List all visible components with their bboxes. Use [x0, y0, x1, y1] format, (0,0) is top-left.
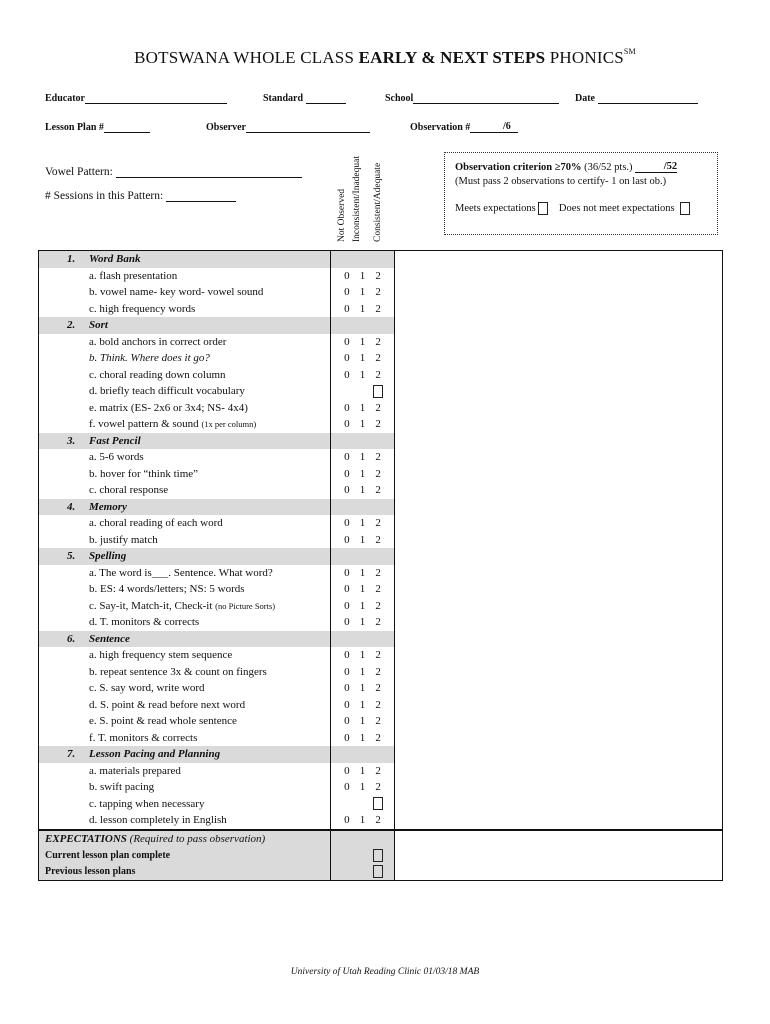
comment-cell[interactable] — [395, 730, 723, 747]
score-option[interactable]: 0 — [344, 484, 350, 497]
score-option[interactable]: 0 — [344, 335, 350, 348]
score-cell — [331, 730, 395, 747]
score-option[interactable]: 2 — [375, 335, 381, 348]
item-row — [39, 779, 723, 796]
score-option[interactable]: 2 — [375, 517, 381, 530]
comment-cell[interactable] — [395, 482, 723, 499]
score-cell — [331, 482, 395, 499]
criterion-score[interactable]: /52 — [635, 161, 677, 173]
score-cell — [331, 515, 395, 532]
expectation-checkbox[interactable] — [373, 849, 383, 862]
observation-number-field[interactable]: Observation # /6 — [410, 121, 518, 133]
score-option[interactable]: 1 — [359, 781, 366, 794]
score-option[interactable]: 1 — [359, 731, 366, 744]
score-option[interactable]: 2 — [375, 682, 381, 695]
score-option[interactable]: 1 — [359, 616, 366, 629]
score-option[interactable]: 2 — [375, 533, 381, 546]
score-option[interactable]: 0 — [344, 698, 350, 711]
item-label: a. flash presentation — [39, 268, 331, 285]
score-option[interactable]: 1 — [359, 665, 366, 678]
meets-expectations-label: Meets expectations — [455, 202, 536, 214]
item-row — [39, 350, 723, 367]
score-option[interactable]: 0 — [344, 401, 350, 414]
score-option[interactable]: 1 — [359, 566, 366, 579]
section-title: 5. Spelling — [39, 548, 331, 565]
score-cell — [331, 614, 395, 631]
expectation-row — [39, 847, 723, 864]
score-option[interactable]: 0 — [344, 566, 350, 579]
score-option[interactable]: 2 — [375, 484, 381, 497]
expectation-checkbox[interactable] — [373, 865, 383, 878]
page-title: BOTSWANA WHOLE CLASS EARLY & NEXT STEPS PHONICS℠ — [134, 47, 636, 67]
comment-cell[interactable] — [395, 779, 723, 796]
score-option[interactable]: 1 — [359, 484, 366, 497]
comment-cell[interactable] — [395, 763, 723, 780]
section-header-row — [39, 746, 723, 763]
item-row — [39, 301, 723, 318]
score-option[interactable]: 0 — [344, 764, 350, 777]
section-title: 3. Fast Pencil — [39, 433, 331, 450]
score-option[interactable]: 0 — [344, 533, 350, 546]
item-row — [39, 763, 723, 780]
item-label: c. Say-it, Match-it, Check-it (no Picture Sorts) — [39, 598, 331, 615]
item-row — [39, 697, 723, 714]
score-cell — [331, 350, 395, 367]
section-title: 1. Word Bank — [39, 251, 331, 268]
section-title: 2. Sort — [39, 317, 331, 334]
comment-cell[interactable] — [395, 812, 723, 830]
item-label: b. Think. Where does it go? — [39, 350, 331, 367]
score-cell — [331, 581, 395, 598]
score-cell — [331, 598, 395, 615]
score-cell — [331, 680, 395, 697]
item-row — [39, 713, 723, 730]
score-option[interactable]: 2 — [375, 352, 381, 365]
score-option[interactable]: 2 — [375, 764, 381, 777]
item-row — [39, 400, 723, 417]
comment-cell[interactable] — [395, 350, 723, 367]
comment-cell[interactable] — [395, 796, 723, 813]
observation-criterion-box — [444, 152, 718, 235]
score-option[interactable]: 0 — [344, 781, 350, 794]
expectations-header-row — [39, 830, 723, 848]
score-option[interactable]: 0 — [344, 418, 350, 431]
item-checkbox[interactable] — [373, 797, 383, 810]
score-option[interactable]: 0 — [344, 451, 350, 464]
sessions-field[interactable]: # Sessions in this Pattern: — [45, 190, 236, 202]
item-row — [39, 730, 723, 747]
school-field[interactable]: School — [385, 92, 559, 104]
section-header-row — [39, 317, 723, 334]
section-header-row — [39, 548, 723, 565]
item-label: c. high frequency words — [39, 301, 331, 318]
score-cell — [331, 416, 395, 433]
section-header-row — [39, 251, 723, 268]
score-cell — [331, 763, 395, 780]
score-option[interactable]: 1 — [359, 698, 366, 711]
criterion-points: (36/52 pts.) — [584, 162, 633, 173]
item-label: b. vowel name- key word- vowel sound — [39, 284, 331, 301]
score-option[interactable]: 2 — [375, 451, 381, 464]
item-row — [39, 268, 723, 285]
item-label: a. choral reading of each word — [39, 515, 331, 532]
score-option[interactable]: 0 — [344, 583, 350, 596]
comment-cell[interactable] — [395, 449, 723, 466]
date-field[interactable]: Date — [575, 92, 698, 104]
comment-cell[interactable] — [395, 515, 723, 532]
item-row — [39, 796, 723, 813]
item-label: a. materials prepared — [39, 763, 331, 780]
item-label: a. 5-6 words — [39, 449, 331, 466]
comment-cell[interactable] — [395, 614, 723, 631]
item-label: b. swift pacing — [39, 779, 331, 796]
criterion-label: Observation criterion ≥70% — [455, 162, 582, 173]
score-option[interactable]: 0 — [344, 302, 350, 315]
score-option[interactable]: 1 — [359, 715, 366, 728]
score-option[interactable]: 2 — [375, 286, 381, 299]
score-option[interactable]: 2 — [375, 616, 381, 629]
item-label: d. lesson completely in English — [39, 812, 331, 830]
item-row — [39, 449, 723, 466]
comment-cell[interactable] — [395, 383, 723, 400]
score-option[interactable]: 1 — [359, 467, 366, 480]
score-cell — [331, 301, 395, 318]
item-row — [39, 664, 723, 681]
score-option[interactable]: 2 — [375, 566, 381, 579]
item-row — [39, 812, 723, 830]
score-option[interactable]: 2 — [375, 698, 381, 711]
comment-cell[interactable] — [395, 334, 723, 351]
item-label: b. repeat sentence 3x & count on fingers — [39, 664, 331, 681]
item-label: f. vowel pattern & sound (1x per column) — [39, 416, 331, 433]
item-label: c. choral response — [39, 482, 331, 499]
score-option[interactable]: 2 — [375, 368, 381, 381]
comment-cell[interactable] — [395, 532, 723, 549]
score-option[interactable]: 1 — [359, 649, 366, 662]
score-option[interactable]: 0 — [344, 715, 350, 728]
item-row — [39, 515, 723, 532]
score-option[interactable]: 2 — [375, 302, 381, 315]
item-row — [39, 581, 723, 598]
item-row — [39, 614, 723, 631]
score-cell — [331, 449, 395, 466]
comment-cell[interactable] — [395, 697, 723, 714]
item-label: b. hover for “think time” — [39, 466, 331, 483]
item-label: d. S. point & read before next word — [39, 697, 331, 714]
expectation-row — [39, 864, 723, 881]
score-option[interactable]: 2 — [375, 665, 381, 678]
comment-cell[interactable] — [395, 565, 723, 582]
score-option[interactable]: 1 — [359, 401, 366, 414]
item-label: a. high frequency stem sequence — [39, 647, 331, 664]
comment-cell[interactable] — [395, 466, 723, 483]
item-row — [39, 383, 723, 400]
score-option[interactable]: 2 — [375, 583, 381, 596]
item-row — [39, 565, 723, 582]
item-row — [39, 598, 723, 615]
item-row — [39, 416, 723, 433]
item-label: f. T. monitors & corrects — [39, 730, 331, 747]
score-option[interactable]: 1 — [359, 599, 366, 612]
criterion-note: (Must pass 2 observations to certify- 1 on last ob.) — [455, 176, 667, 187]
score-cell — [331, 664, 395, 681]
score-option[interactable]: 0 — [344, 682, 350, 695]
item-row — [39, 466, 723, 483]
score-option[interactable]: 0 — [344, 352, 350, 365]
expectation-label: Previous lesson plans — [39, 864, 331, 881]
score-option[interactable]: 1 — [359, 302, 366, 315]
comment-cell[interactable] — [395, 647, 723, 664]
comment-cell[interactable] — [395, 680, 723, 697]
item-label: e. S. point & read whole sentence — [39, 713, 331, 730]
score-option[interactable]: 2 — [375, 814, 381, 827]
score-option[interactable]: 0 — [344, 368, 350, 381]
observation-table — [38, 250, 723, 881]
score-option[interactable]: 0 — [344, 814, 350, 827]
score-option[interactable]: 0 — [344, 467, 350, 480]
score-option[interactable]: 1 — [359, 583, 366, 596]
expectation-label: Current lesson plan complete — [39, 847, 331, 864]
score-option[interactable]: 2 — [375, 418, 381, 431]
item-label: c. S. say word, write word — [39, 680, 331, 697]
score-option[interactable]: 0 — [344, 665, 350, 678]
comment-cell[interactable] — [395, 284, 723, 301]
score-cell — [331, 466, 395, 483]
comment-cell[interactable] — [395, 367, 723, 384]
not-meets-expectations-checkbox[interactable] — [680, 202, 690, 215]
score-option[interactable]: 1 — [359, 814, 366, 827]
score-cell — [331, 565, 395, 582]
item-row — [39, 367, 723, 384]
score-option[interactable]: 0 — [344, 599, 350, 612]
score-option[interactable]: 1 — [359, 682, 366, 695]
meets-expectations-checkbox[interactable] — [538, 202, 548, 215]
observer-field[interactable]: Observer — [206, 121, 370, 133]
score-option[interactable]: 0 — [344, 731, 350, 744]
comment-cell[interactable] — [395, 581, 723, 598]
expectations-title: EXPECTATIONS (Required to pass observation) — [39, 830, 331, 848]
score-option[interactable]: 0 — [344, 286, 350, 299]
score-cell — [331, 268, 395, 285]
item-row — [39, 284, 723, 301]
score-cell — [331, 796, 395, 813]
section-header-row — [39, 433, 723, 450]
score-cell — [331, 812, 395, 830]
score-option[interactable]: 1 — [359, 286, 366, 299]
score-cell — [331, 647, 395, 664]
item-label: a. The word is___. Sentence. What word? — [39, 565, 331, 582]
score-option[interactable]: 2 — [375, 649, 381, 662]
comment-cell[interactable] — [395, 664, 723, 681]
item-label: b. justify match — [39, 532, 331, 549]
item-label: b. ES: 4 words/letters; NS: 5 words — [39, 581, 331, 598]
score-option[interactable]: 0 — [344, 269, 350, 282]
section-header-row — [39, 631, 723, 648]
score-option[interactable]: 1 — [359, 418, 366, 431]
score-option[interactable]: 1 — [359, 368, 366, 381]
score-cell — [331, 697, 395, 714]
score-cell — [331, 532, 395, 549]
standard-field[interactable]: Standard — [263, 92, 346, 104]
section-title: 7. Lesson Pacing and Planning — [39, 746, 331, 763]
score-option[interactable]: 0 — [344, 517, 350, 530]
score-option[interactable]: 2 — [375, 401, 381, 414]
comment-cell[interactable] — [395, 268, 723, 285]
score-cell — [331, 713, 395, 730]
score-option[interactable]: 1 — [359, 517, 366, 530]
score-cell — [331, 779, 395, 796]
educator-field[interactable]: Educator — [45, 92, 227, 104]
footer: University of Utah Reading Clinic 01/03/18 MAB — [290, 967, 480, 977]
score-option[interactable]: 0 — [344, 649, 350, 662]
comment-cell[interactable] — [395, 713, 723, 730]
comment-cell[interactable] — [395, 416, 723, 433]
column-consistent: Consistent/Adequate — [373, 162, 383, 242]
section-title: 6. Sentence — [39, 631, 331, 648]
item-row — [39, 532, 723, 549]
comment-cell[interactable] — [395, 301, 723, 318]
score-option[interactable]: 1 — [359, 764, 366, 777]
item-row — [39, 334, 723, 351]
score-option[interactable]: 2 — [375, 599, 381, 612]
score-cell — [331, 383, 395, 400]
score-cell — [331, 367, 395, 384]
item-row — [39, 680, 723, 697]
lesson-plan-field[interactable]: Lesson Plan # — [45, 121, 150, 133]
item-label: d. briefly teach difficult vocabulary — [39, 383, 331, 400]
item-label: e. matrix (ES- 2x6 or 3x4; NS- 4x4) — [39, 400, 331, 417]
score-option[interactable]: 2 — [375, 269, 381, 282]
score-option[interactable]: 2 — [375, 731, 381, 744]
vowel-pattern-field[interactable]: Vowel Pattern: — [45, 166, 302, 178]
score-cell — [331, 284, 395, 301]
item-row — [39, 647, 723, 664]
comment-cell[interactable] — [395, 598, 723, 615]
score-option[interactable]: 1 — [359, 533, 366, 546]
score-option[interactable]: 2 — [375, 467, 381, 480]
item-label: d. T. monitors & corrects — [39, 614, 331, 631]
section-title: 4. Memory — [39, 499, 331, 516]
column-not-observed: Not Observed — [337, 188, 347, 242]
item-row — [39, 482, 723, 499]
score-option[interactable]: 2 — [375, 781, 381, 794]
score-option[interactable]: 1 — [359, 335, 366, 348]
score-cell — [331, 400, 395, 417]
section-header-row — [39, 499, 723, 516]
score-cell — [331, 334, 395, 351]
score-option[interactable]: 2 — [375, 715, 381, 728]
item-label: c. tapping when necessary — [39, 796, 331, 813]
item-label: a. bold anchors in correct order — [39, 334, 331, 351]
item-label: c. choral reading down column — [39, 367, 331, 384]
not-meets-expectations-label: Does not meet expectations — [558, 202, 675, 214]
score-option[interactable]: 0 — [344, 616, 350, 629]
item-checkbox[interactable] — [373, 385, 383, 398]
score-option[interactable]: 1 — [359, 352, 366, 365]
score-option[interactable]: 1 — [359, 451, 366, 464]
comment-cell[interactable] — [395, 400, 723, 417]
score-option[interactable]: 1 — [359, 269, 366, 282]
column-inconsistent: Inconsistent/Inadequat — [352, 155, 362, 242]
